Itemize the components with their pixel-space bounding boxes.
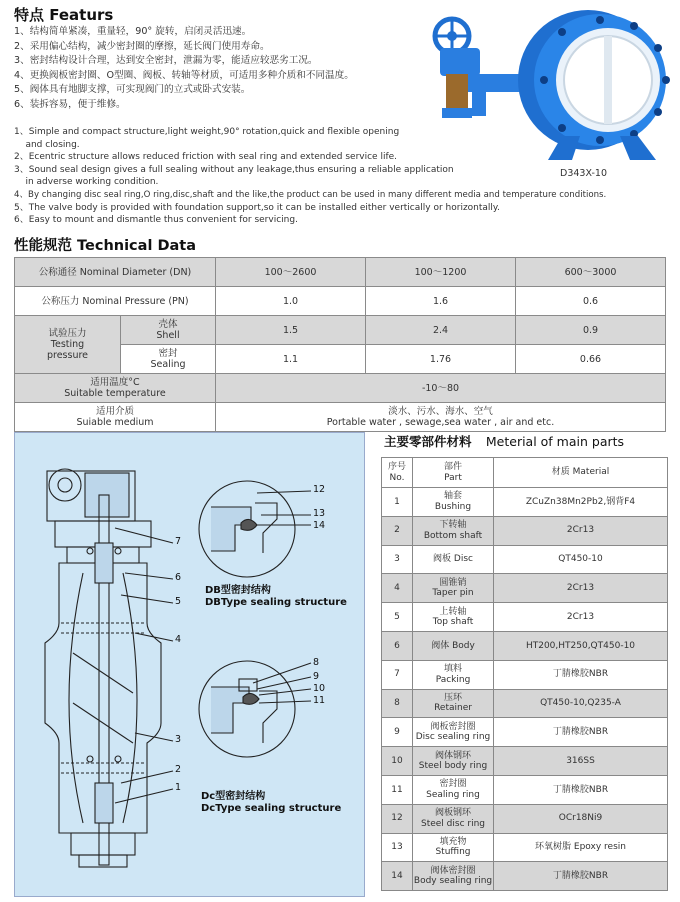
feature-cn-item: 4、更换阀板密封圈、O型圈、阀板、转轴等材质，可适用多种介质和不同温度。: [14, 69, 354, 81]
callout-2: 2: [175, 764, 182, 775]
part-name-en: Bottom shaft: [423, 530, 483, 541]
part-material: ZCuZn38Mn2Pb2,钢背F4: [494, 488, 668, 517]
part-name: [413, 718, 494, 747]
callout-10: 10: [313, 683, 326, 694]
part-name-cn: 阀板钢环: [434, 808, 471, 819]
part-name: [413, 775, 494, 804]
callout-9: 9: [313, 671, 320, 682]
part-name-en: Steel disc ring: [420, 818, 485, 829]
part-no: 7: [382, 660, 413, 689]
table-cell: 1.1: [216, 345, 366, 374]
dc-label-en: DcType sealing structure: [201, 803, 342, 814]
table-row: [382, 804, 668, 833]
part-name-en: Top shaft: [432, 617, 474, 628]
callout-3: 3: [175, 734, 182, 745]
table-cell: 100～2600: [216, 258, 366, 287]
part-material: 2Cr13: [494, 574, 668, 603]
callout-4: 4: [175, 634, 182, 645]
callout-8: 8: [313, 657, 320, 668]
part-name-en: Disc sealing ring: [415, 732, 491, 743]
feature-en-item: 4、By changing disc seal ring,O ring,disc,shaft and the like,the product can be used in many different media and temperature conditions.: [14, 189, 607, 200]
feature-en-item: 5、The valve body is provided with foundation support,so it can be installed either vertically or horizontally.: [14, 202, 500, 213]
feature-en-item: and closing.: [14, 139, 80, 150]
part-name: [413, 862, 494, 891]
part-material: OCr18Ni9: [494, 804, 668, 833]
part-name-cn: 填料: [443, 664, 462, 675]
testing-pressure-label: [15, 316, 121, 374]
part-no: 8: [382, 689, 413, 718]
part-material: QT450-10,Q235-A: [494, 689, 668, 718]
db-label: [205, 585, 347, 609]
part-name-cn: 阀体 Body: [431, 640, 475, 651]
feature-cn-item: 2、采用偏心结构，减少密封圈的摩擦，延长阀门使用寿命。: [14, 40, 270, 52]
part-material: 2Cr13: [494, 516, 668, 545]
part-no: 11: [382, 775, 413, 804]
part-no: 13: [382, 833, 413, 862]
table-row: [382, 574, 668, 603]
table-row: [382, 631, 668, 660]
parts-title-cn: 主要零部件材料: [384, 434, 472, 449]
callout-6: 6: [175, 572, 182, 583]
table-cell: 1.5: [216, 316, 366, 345]
callout-14: 14: [313, 520, 326, 531]
table-row: [15, 374, 666, 403]
table-row: [382, 545, 668, 574]
part-name: [413, 488, 494, 517]
medium-value: [216, 403, 666, 432]
table-row: [382, 747, 668, 776]
temp-en: Suitable temperature: [64, 388, 166, 399]
temp-cn: 适用温度°C: [90, 377, 140, 388]
part-no: 9: [382, 718, 413, 747]
part-name-en: Body sealing ring: [413, 876, 493, 887]
dc-label-cn: Dc型密封结构: [201, 791, 266, 802]
callout-5: 5: [175, 596, 182, 607]
table-cell: 1.0: [216, 287, 366, 316]
part-material: 316SS: [494, 747, 668, 776]
header-no-en: No.: [389, 472, 405, 483]
part-name-cn: 密封圈: [439, 779, 467, 790]
table-row: [382, 718, 668, 747]
table-cell: 600～3000: [516, 258, 666, 287]
feature-cn-item: 5、阀体具有地脚支撑，可实现阀门的立式或卧式安装。: [14, 84, 251, 96]
part-material: 丁腈橡胶NBR: [494, 660, 668, 689]
part-material: 丁腈橡胶NBR: [494, 718, 668, 747]
feature-en-item: 2、Ecentric structure allows reduced friction with seal ring and extended service life.: [14, 152, 398, 163]
part-name: [413, 631, 494, 660]
table-row: [15, 403, 666, 432]
part-material: QT450-10: [494, 545, 668, 574]
col-part: [413, 458, 494, 488]
valve-photo: [412, 8, 674, 168]
parts-title: [384, 432, 624, 450]
shell-cn: 壳体: [158, 319, 178, 330]
part-name-en: Bushing: [434, 501, 472, 512]
nominal-diameter-label: 公称通径 Nominal Diameter (DN): [15, 258, 216, 287]
parts-table: [381, 457, 668, 891]
part-no: 14: [382, 862, 413, 891]
table-row: [15, 258, 666, 287]
sectional-drawing: [14, 432, 365, 897]
medium-cn: 适用介质: [95, 406, 134, 417]
feature-cn-item: 3、密封结构设计合理，达到安全密封，泄漏为零，能适应较恶劣工况。: [14, 55, 318, 67]
handwheel-icon: [435, 19, 469, 53]
part-name: [413, 804, 494, 833]
feature-cn-item: 6、装拆容易，便于维修。: [14, 98, 126, 110]
valve-section-svg: [15, 433, 364, 896]
parts-title-en: Meterial of main parts: [485, 434, 625, 449]
table-header-row: [382, 458, 668, 488]
part-name: [413, 545, 494, 574]
callout-12: 12: [313, 484, 326, 495]
callout-7: 7: [175, 536, 182, 547]
part-name-cn: 圆锥销: [439, 577, 467, 588]
temperature-label: [15, 374, 216, 403]
col-no: [382, 458, 413, 488]
part-name-cn: 压环: [443, 692, 462, 703]
part-no: 1: [382, 488, 413, 517]
shell-label: [121, 316, 216, 345]
col-material: 材质 Material: [494, 458, 668, 488]
part-name-en: Packing: [435, 674, 471, 685]
table-cell: 0.6: [516, 287, 666, 316]
part-no: 4: [382, 574, 413, 603]
feature-cn-item: 1、结构简单紧凑，重量轻，90° 旋转，启闭灵活迅速。: [14, 26, 252, 37]
shell-en: Shell: [156, 330, 180, 341]
part-material: HT200,HT250,QT450-10: [494, 631, 668, 660]
part-name: [413, 603, 494, 632]
testing-label-en2: pressure: [46, 350, 89, 361]
part-name-cn: 填充物: [439, 836, 467, 847]
tech-title: 性能规范 Technical Data: [14, 238, 196, 254]
table-cell: 100～1200: [366, 258, 516, 287]
table-cell: 0.66: [516, 345, 666, 374]
dc-label: [201, 791, 341, 815]
part-name-cn: 轴套: [443, 491, 462, 502]
part-name-cn: 下转轴: [439, 520, 467, 531]
callout-13: 13: [313, 508, 326, 519]
table-cell: 1.6: [366, 287, 516, 316]
part-no: 3: [382, 545, 413, 574]
table-cell: 0.9: [516, 316, 666, 345]
testing-label-en1: Testing: [50, 339, 85, 350]
part-name-cn: 阀体钢环: [434, 750, 471, 761]
features-title: 特点 Featurs: [14, 6, 114, 24]
part-name-en: Stuffing: [435, 847, 471, 858]
part-name: [413, 689, 494, 718]
feature-en-item: in adverse working condition.: [14, 177, 159, 188]
table-cell: 1.76: [366, 345, 516, 374]
db-label-en: DBType sealing structure: [205, 597, 347, 608]
part-name: [413, 574, 494, 603]
features-cn-list: [14, 25, 354, 113]
technical-data-table: [14, 257, 666, 432]
table-row: [382, 660, 668, 689]
part-no: 5: [382, 603, 413, 632]
table-row: [15, 287, 666, 316]
part-material: 丁腈橡胶NBR: [494, 775, 668, 804]
part-name: [413, 747, 494, 776]
part-name: [413, 516, 494, 545]
part-material: 环氧树脂 Epoxy resin: [494, 833, 668, 862]
sealing-cn: 密封: [158, 348, 178, 359]
sealing-en: Sealing: [150, 359, 186, 370]
model-label: D343X-10: [560, 168, 607, 179]
callout-11: 11: [313, 695, 326, 706]
table-cell: 2.4: [366, 316, 516, 345]
part-name: [413, 833, 494, 862]
part-name-en: Taper pin: [432, 588, 474, 599]
header-no-cn: 序号: [387, 462, 406, 472]
medium-value-en: Portable water , sewage,sea water , air and etc.: [326, 417, 555, 428]
table-row: [382, 862, 668, 891]
part-material: 2Cr13: [494, 603, 668, 632]
part-name-en: Retainer: [434, 703, 472, 714]
part-name: [413, 660, 494, 689]
db-label-cn: DB型密封结构: [205, 585, 271, 596]
medium-label: [15, 403, 216, 432]
header-part-en: Part: [444, 472, 462, 483]
table-row: [382, 775, 668, 804]
feature-en-item: 3、Sound seal design gives a full sealing without any leakage,thus ensuring a reliable application: [14, 164, 454, 175]
part-no: 12: [382, 804, 413, 833]
part-name-en: Sealing ring: [426, 789, 480, 800]
part-no: 2: [382, 516, 413, 545]
table-row: [382, 689, 668, 718]
header-part-cn: 部件: [443, 462, 462, 472]
table-row: [382, 603, 668, 632]
testing-label-cn: 试验压力: [48, 328, 87, 339]
part-name-cn: 阀体密封圈: [430, 865, 476, 876]
medium-en: Suiable medium: [76, 417, 154, 428]
temperature-value: -10～80: [216, 374, 666, 403]
callout-1: 1: [175, 782, 182, 793]
sealing-label: [121, 345, 216, 374]
nominal-pressure-label: 公称压力 Nominal Pressure (PN): [15, 287, 216, 316]
medium-value-cn: 淡水、污水、海水、空气: [388, 406, 493, 417]
table-row: [15, 316, 666, 345]
part-no: 6: [382, 631, 413, 660]
part-name-cn: 上转轴: [439, 606, 467, 617]
part-no: 10: [382, 747, 413, 776]
table-row: [382, 833, 668, 862]
feature-en-item: 6、Easy to mount and dismantle thus convenient for servicing.: [14, 215, 298, 226]
table-row: [382, 488, 668, 517]
part-name-en: Steel body ring: [418, 761, 488, 772]
part-name-cn: 阀板密封圈: [430, 721, 476, 732]
part-material: 丁腈橡胶NBR: [494, 862, 668, 891]
feature-en-item: 1、Simple and compact structure,light weight,90° rotation,quick and flexible opening: [14, 127, 400, 137]
part-name-cn: 阀板 Disc: [433, 554, 473, 565]
table-row: [382, 516, 668, 545]
